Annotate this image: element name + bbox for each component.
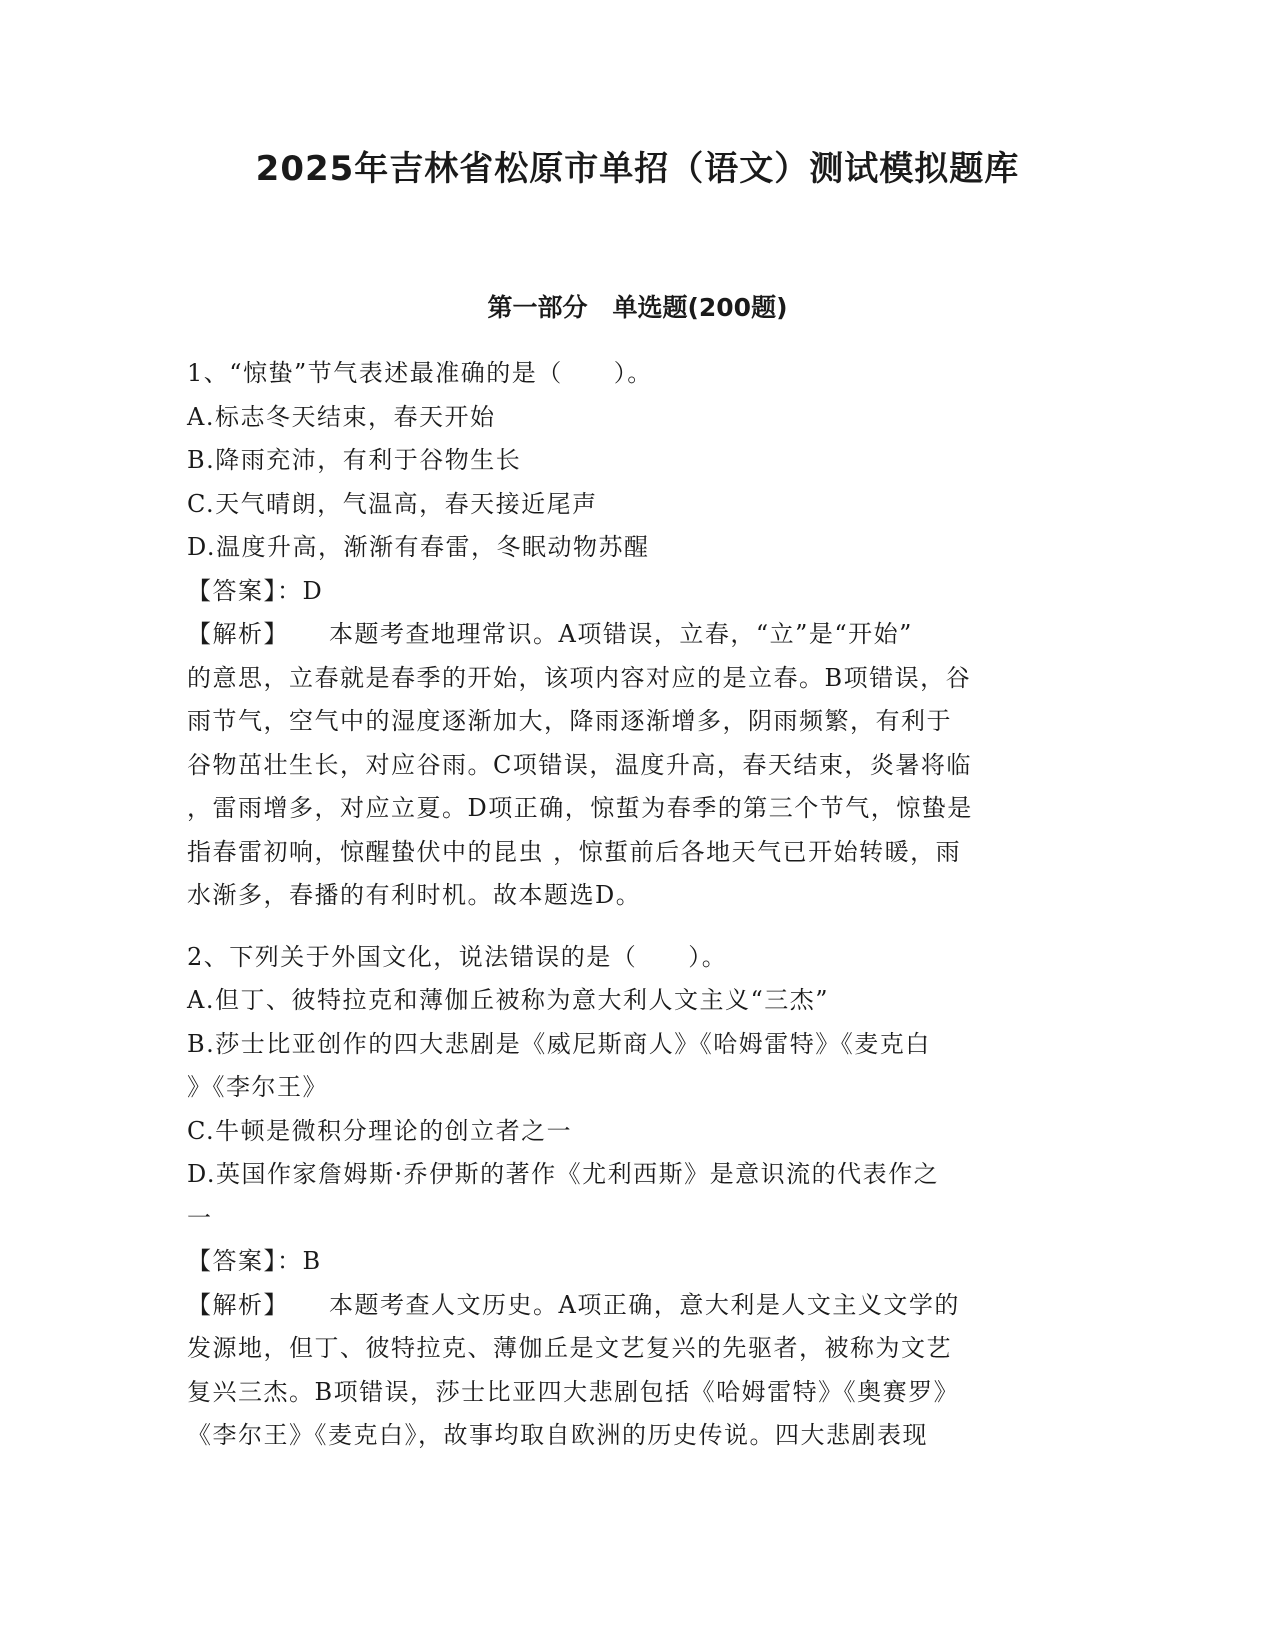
option-b-continued: 》《李尔王》 — [187, 1073, 328, 1101]
answer-line — [187, 570, 1087, 614]
question-separator — [187, 918, 1087, 936]
analysis-line: 谷物茁壮生长，对应谷雨。C项错误，温度升高，春天结束，炎暑将临 — [187, 750, 972, 779]
analysis-label: 【解析】 — [187, 620, 289, 648]
answer-line — [187, 1240, 1087, 1284]
answer-label: 【答案】： — [187, 576, 303, 605]
analysis-line: 复兴三杰。B项错误，莎士比亚四大悲剧包括《哈姆雷特》《奥赛罗》 — [187, 1377, 960, 1406]
question-stem: 1、“惊蛰”节气表述最准确的是（ ）。 — [187, 359, 653, 387]
analysis-line — [187, 613, 1087, 657]
question-list — [187, 352, 1087, 1458]
analysis-line: 水渐多，春播的有利时机。故本题选D。 — [187, 881, 642, 909]
analysis-line — [187, 1284, 1087, 1328]
option-a: A.但丁、彼特拉克和薄伽丘被称为意大利人文主义“三杰” — [187, 986, 829, 1014]
option-a: A.标志冬天结束，春天开始 — [187, 402, 496, 431]
question-1 — [187, 352, 1087, 918]
option-b: B.莎士比亚创作的四大悲剧是《威尼斯商人》《哈姆雷特》《麦克白 — [187, 1029, 931, 1058]
analysis-line: ，雷雨增多，对应立夏。D项正确，惊蜇为春季的第三个节气，惊蛰是 — [187, 794, 973, 822]
document-title: 2025年吉林省松原市单招（语文）测试模拟题库 — [255, 149, 1020, 189]
section-heading: 第一部分 单选题(200题) — [487, 293, 788, 322]
analysis-label: 【解析】 — [187, 1290, 289, 1319]
analysis-line: 的意思，立春就是春季的开始，该项内容对应的是立春。B项错误，谷 — [187, 663, 972, 692]
option-c: C.天气晴朗，气温高，春天接近尾声 — [187, 489, 598, 518]
analysis-text: 本题考查地理常识。A项错误，立春，“立”是“开始” — [329, 620, 913, 648]
question-2 — [187, 936, 1087, 1458]
analysis-line: 《李尔王》《麦克白》，故事均取自欧洲的历史传说。四大悲剧表现 — [187, 1421, 928, 1449]
answer-value: D — [302, 576, 324, 605]
option-c: C.牛顿是微积分理论的创立者之一 — [187, 1116, 573, 1145]
analysis-line: 雨节气，空气中的湿度逐渐加大，降雨逐渐增多，阴雨频繁，有利于 — [187, 707, 952, 735]
analysis-text: 本题考查人文历史。A项正确，意大利是人文主义文学的 — [329, 1290, 960, 1319]
option-d: D.英国作家詹姆斯·乔伊斯的著作《尤利西斯》是意识流的代表作之 — [187, 1160, 940, 1188]
answer-label: 【答案】： — [187, 1247, 303, 1275]
option-d-continued: 一 — [187, 1203, 213, 1232]
answer-value: B — [302, 1247, 322, 1275]
option-b: B.降雨充沛，有利于谷物生长 — [187, 446, 522, 474]
option-d: D.温度升高，渐渐有春雷，冬眠动物苏醒 — [187, 533, 650, 561]
analysis-line: 发源地，但丁、彼特拉克、薄伽丘是文艺复兴的先驱者，被称为文艺 — [187, 1334, 952, 1362]
analysis-line: 指春雷初响，惊醒蛰伏中的昆虫 ，惊蜇前后各地天气已开始转暖，雨 — [187, 837, 962, 866]
question-stem: 2、下列关于外国文化，说法错误的是（ ）。 — [187, 942, 728, 971]
